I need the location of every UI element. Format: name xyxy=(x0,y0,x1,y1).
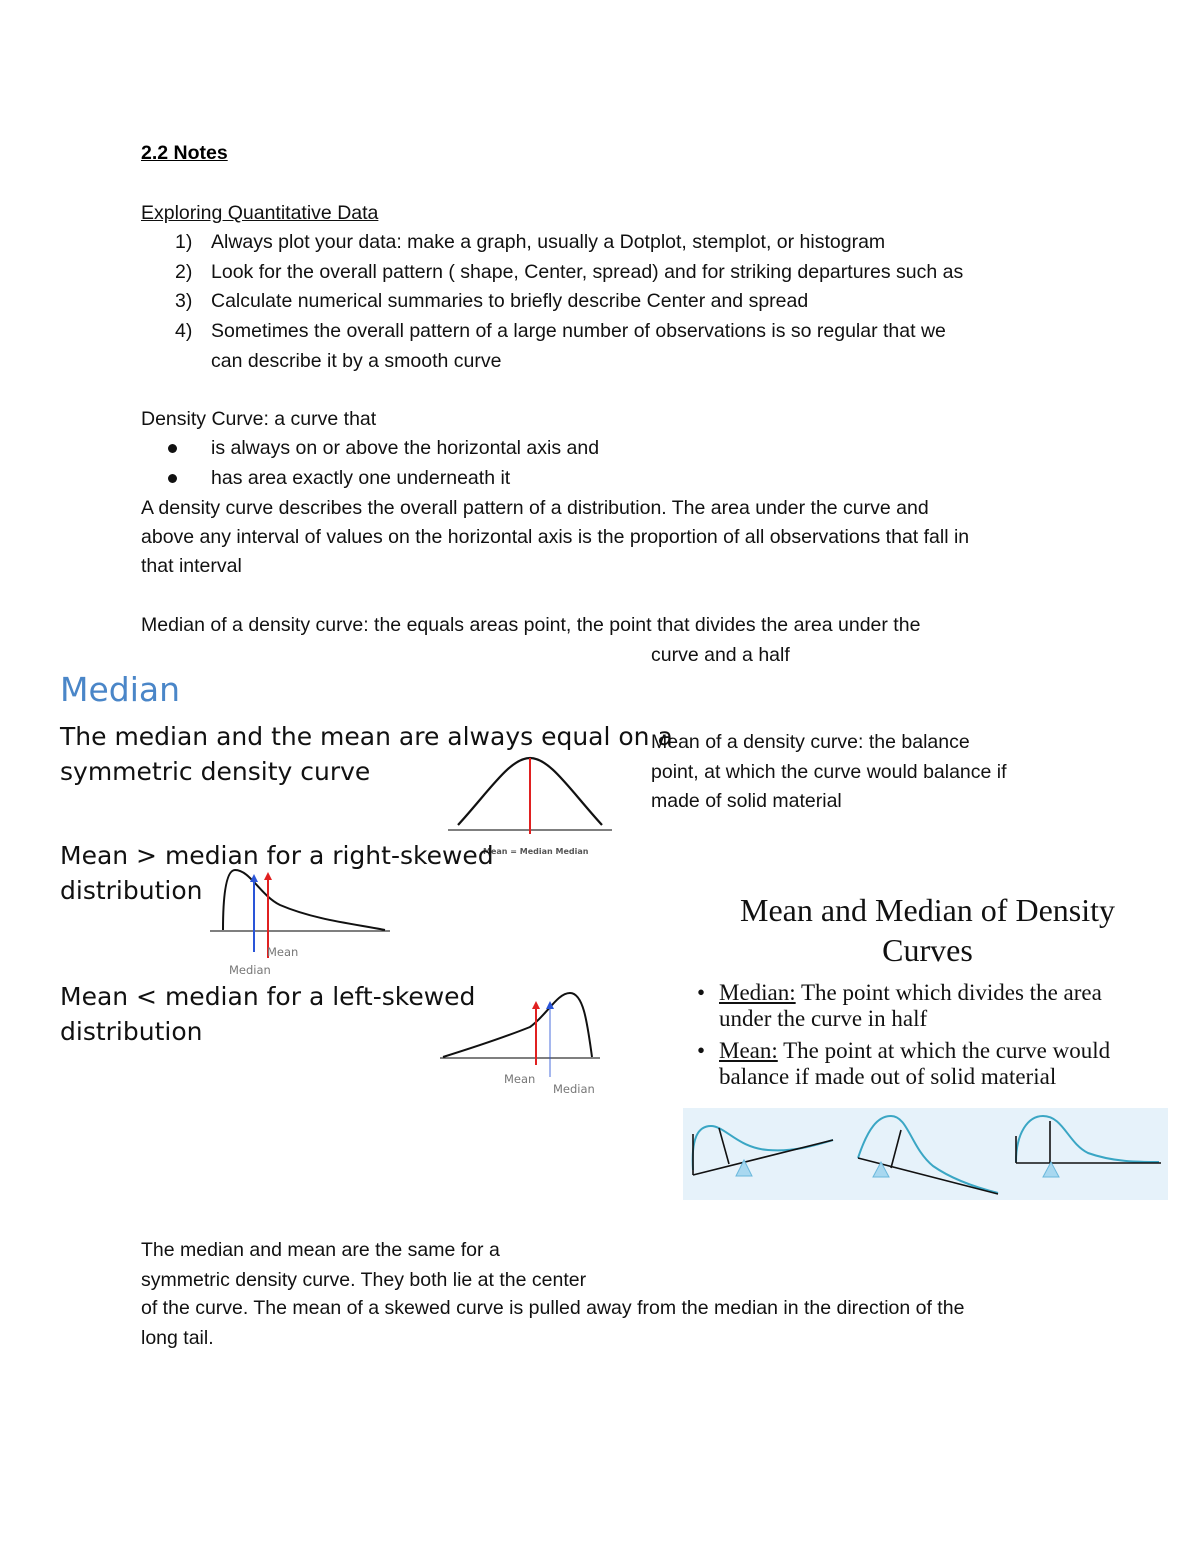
page-title: 2.2 Notes xyxy=(141,142,228,164)
symmetric-curve-graphic xyxy=(440,750,620,840)
figure-text: distribution xyxy=(60,876,203,905)
slide-title-line: Curves xyxy=(882,932,973,968)
bullet-text: has area exactly one underneath it xyxy=(211,467,511,489)
slide-title xyxy=(700,890,1155,970)
right-median-label: Median xyxy=(229,963,271,977)
median-definition-continued: curve and a half xyxy=(651,644,790,666)
slide-item-continued: under the curve in half xyxy=(719,1006,928,1031)
closing-line: symmetric density curve. They both lie at the center xyxy=(141,1269,587,1291)
item-text: Always plot your data: make a graph, usually a Dotplot, stemplot, or histogram xyxy=(211,231,886,253)
figure-text: Mean < median for a left-skewed xyxy=(60,982,476,1011)
closing-line: long tail. xyxy=(141,1327,214,1349)
item-number: 3) xyxy=(175,290,193,312)
figure-text: Mean > median for a right-skewed xyxy=(60,841,494,870)
mean-definition: made of solid material xyxy=(651,790,842,812)
slide-item xyxy=(719,980,1102,1006)
closing-line: of the curve. The mean of a skewed curve is pulled away from the median in the direction of the xyxy=(141,1297,965,1319)
median-definition: Median of a density curve: the equals areas point, the point that divides the area under the xyxy=(141,614,921,636)
paragraph-line: above any interval of values on the horizontal axis is the proportion of all observations that fall in xyxy=(141,526,970,548)
slide-term: Mean: xyxy=(719,1038,778,1063)
figure-text: distribution xyxy=(60,1017,203,1046)
item-text: Calculate numerical summaries to briefly describe Center and spread xyxy=(211,290,809,312)
bullet-dot xyxy=(168,444,177,453)
right-skewed-graphic xyxy=(205,860,395,940)
slide-term: Median: xyxy=(719,980,796,1005)
slide-item xyxy=(719,1038,1110,1064)
slide-bullet: • xyxy=(697,980,706,1005)
item-text: Sometimes the overall pattern of a large number of observations is so regular that we xyxy=(211,320,946,342)
slide-item-continued: balance if made out of solid material xyxy=(719,1064,1057,1089)
right-mean-label: Mean xyxy=(267,945,299,959)
item-text: Look for the overall pattern ( shape, Center, spread) and for striking departures such as xyxy=(211,261,964,283)
paragraph-line: A density curve describes the overall pattern of a distribution. The area under the curve and xyxy=(141,497,929,519)
left-skewed-graphic xyxy=(435,985,605,1065)
item-number: 2) xyxy=(175,261,193,283)
item-number: 4) xyxy=(175,320,193,342)
bullet-text: is always on or above the horizontal axis and xyxy=(211,437,600,459)
bullet-dot xyxy=(168,474,177,483)
section-heading: Exploring Quantitative Data xyxy=(141,202,379,224)
left-median-label: Median xyxy=(553,1082,595,1096)
item-text-continued: can describe it by a smooth curve xyxy=(211,350,502,372)
paragraph-line: that interval xyxy=(141,555,242,577)
slide-item-text: The point at which the curve would xyxy=(777,1038,1111,1063)
mean-definition: Mean of a density curve: the balance xyxy=(651,731,970,753)
item-number: 1) xyxy=(175,231,193,253)
closing-line: The median and mean are the same for a xyxy=(141,1239,500,1261)
left-mean-label: Mean xyxy=(504,1072,536,1086)
slide-bullet: • xyxy=(697,1038,706,1063)
symmetric-label: Mean = Median Median xyxy=(483,847,589,856)
slide-title-line: Mean and Median of Density xyxy=(739,892,1115,928)
mean-definition: point, at which the curve would balance if xyxy=(651,761,1007,783)
figure-text: The median and the mean are always equal on a xyxy=(60,722,673,751)
balance-curves-panel xyxy=(683,1108,1168,1200)
slide-item-text: The point which divides the area xyxy=(795,980,1102,1005)
density-heading: Density Curve: a curve that xyxy=(141,408,377,430)
figure-title: Median xyxy=(60,670,181,709)
figure-text: symmetric density curve xyxy=(60,757,371,786)
